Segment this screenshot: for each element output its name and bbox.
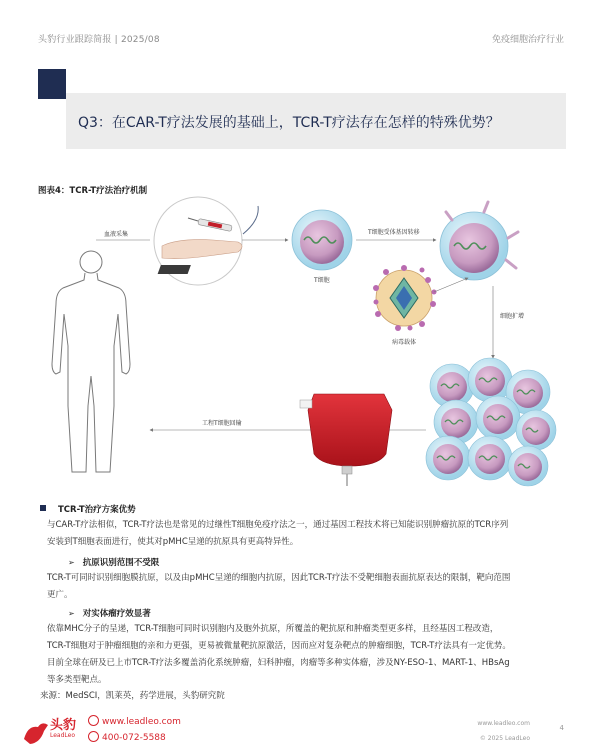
accent-block	[38, 69, 66, 99]
label-reinfusion: 工程T细胞回输	[202, 420, 242, 427]
viral-vector-illustration	[373, 265, 437, 331]
page-number: 4	[559, 724, 564, 732]
paragraph-line: 依靠MHC分子的呈递，TCR-T细胞可同时识别胞内及胞外抗原，所覆盖的靶抗原和肿瘤类型更多样，且经基因工程改造，	[47, 624, 499, 634]
footer-phone-text: 400-072-5588	[102, 733, 166, 743]
brand-name-en: LeadLeo	[50, 732, 76, 739]
footer-site-small: www.leadleo.com	[477, 720, 530, 727]
figure-title: 图表4：TCR-T疗法治疗机制	[38, 186, 148, 196]
source-note: 来源：MedSCI，凯莱英，药学进展，头豹研究院	[40, 691, 225, 701]
paragraph-line: 目前全球在研及已上市TCR-T疗法多覆盖消化系统肿瘤，妇科肿瘤，肉瘤等多种实体瘤，涉及NY-ESO-1、MART-1、HBsAg	[47, 658, 510, 668]
section-heading	[40, 503, 136, 515]
question-title: Q3：在CAR-T疗法发展的基础上，TCR-T疗法存在怎样的特殊优势？	[78, 115, 500, 131]
paragraph-line: TCR-T可同时识别细胞膜抗原，以及由pMHC呈递的细胞内抗原，因此TCR-T疗法不受靶细胞表面抗原表达的限制，靶向范围	[47, 573, 511, 583]
arrow-bullet-icon: ➢	[68, 558, 75, 567]
phone-icon	[88, 731, 99, 742]
footer-website-text: www.leadleo.com	[102, 717, 181, 727]
subheading-solid-tumor	[68, 607, 151, 619]
subheading-text: 对实体瘤疗效显著	[82, 609, 151, 619]
arrow-bullet-icon: ➢	[68, 609, 75, 618]
report-header-title: 头豹行业跟踪简报 | 2025/08	[38, 35, 160, 45]
solid-tumor-paragraph	[47, 621, 567, 689]
section-heading-text: TCR-T治疗方案优势	[58, 505, 136, 515]
paragraph-line: 更广。	[47, 590, 73, 600]
t-cell-illustration	[292, 210, 352, 270]
tcr-t-mechanism-diagram	[38, 196, 566, 490]
footer-phone[interactable]	[88, 731, 166, 743]
square-bullet-icon	[40, 505, 46, 511]
brand-name: 头豹	[50, 718, 77, 733]
paragraph-line: 等多类型靶点。	[47, 675, 107, 685]
intro-paragraph	[47, 517, 567, 551]
label-t-cell: T细胞	[314, 277, 330, 284]
label-cell-expansion: 细胞扩增	[500, 313, 525, 320]
subheading-antigen-recognition	[68, 556, 159, 568]
subheading-text: 抗原识别范围不受限	[82, 558, 160, 568]
footer-copyright: © 2025 LeadLeo	[479, 735, 530, 742]
blood-draw-illustration	[154, 197, 258, 285]
label-viral-vector: 病毒载体	[392, 339, 417, 346]
blood-bag-illustration	[300, 394, 392, 486]
label-blood-collection: 血液采集	[104, 231, 129, 238]
label-gene-transfer: T细胞受体基因转移	[368, 229, 420, 236]
globe-icon	[88, 715, 99, 726]
human-body-illustration	[52, 251, 130, 472]
report-header-industry: 免疫细胞治疗行业	[491, 35, 564, 45]
engineered-t-cell-illustration	[440, 202, 518, 280]
intro-line: 安装到T细胞表面进行，使其对pMHC呈递的抗原具有更高特异性。	[47, 537, 299, 547]
intro-line: 与CAR-T疗法相似，TCR-T疗法也是常见的过继性T细胞免疫疗法之一，通过基因工程技术将已知能识别肿瘤抗原的TCR序列	[47, 520, 509, 530]
footer-website[interactable]	[88, 715, 181, 727]
antigen-recognition-paragraph	[47, 570, 567, 604]
paragraph-line: TCR-T细胞对于肿瘤细胞的亲和力更强，更易被微量靶抗原激活，因而应对复杂靶点的肿瘤细胞，TCR-T疗法具有一定优势。	[47, 641, 511, 651]
expanded-cell-cluster-illustration	[426, 358, 556, 486]
